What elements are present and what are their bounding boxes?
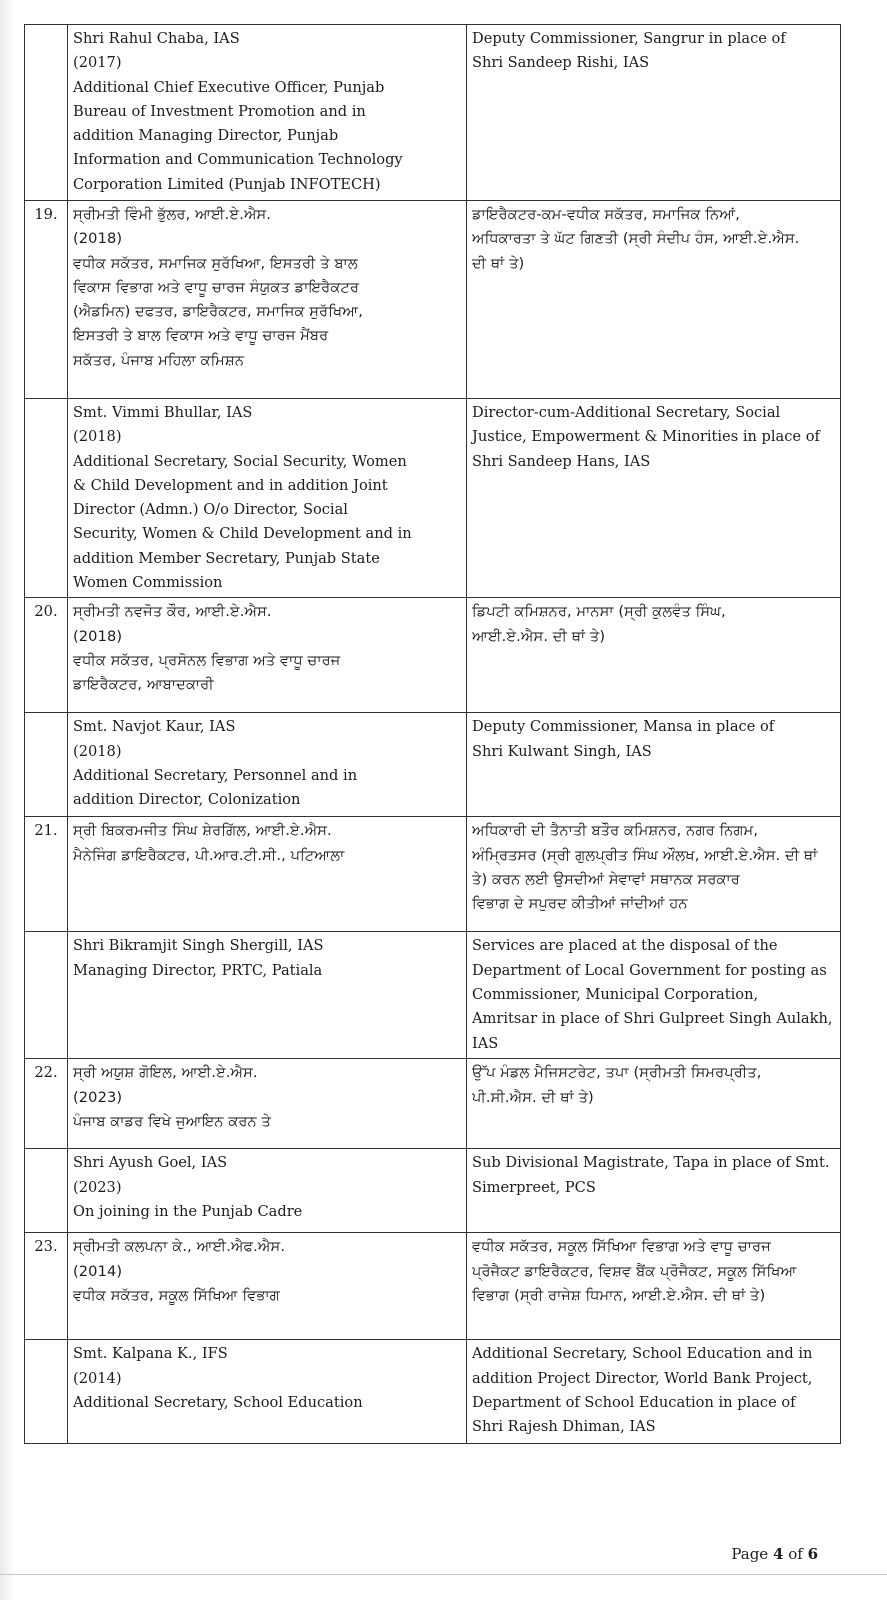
cell-text-line: ਸ੍ਰੀ ਬਿਕਰਮਜੀਤ ਸਿੰਘ ਸ਼ੇਰਗਿੱਲ, ਆਈ.ਏ.ਐਸ. [73,822,332,840]
cell-text-line: ਤੇ) ਕਰਨ ਲਈ ਉਸਦੀਆਂ ਸੇਵਾਵਾਂ ਸਥਾਨਕ ਸਰਕਾਰ [472,870,740,888]
cell-text-line: Smt. Vimmi Bhullar, IAS [73,404,253,421]
cell-text-line: Managing Director, PRTC, Patiala [73,961,323,979]
cell-text-line: ਮੈਨੇਜਿੰਗ ਡਾਇਰੈਕਟਰ, ਪੀ.ਆਰ.ਟੀ.ਸੀ., ਪਟਿਆਲਾ [73,846,345,864]
cell-text-line: Additional Chief Executive Officer, Punjab [73,78,385,96]
cell-text-line: Deputy Commissioner, Mansa in place of [472,718,775,736]
cell-text-line: ਆਈ.ਏ.ਐਸ. ਦੀ ਥਾਂ ਤੇ) [472,627,606,645]
posting-cell [467,201,841,399]
posting-cell [467,399,841,598]
serial-number [25,713,68,817]
cell-text-line: ਅਧਿਕਾਰੀ ਦੀ ਤੈਨਾਤੀ ਬਤੌਰ ਕਮਿਸ਼ਨਰ, ਨਗਰ ਨਿਗਮ, [472,822,759,840]
cell-text-line: ਡਿਪਟੀ ਕਮਿਸ਼ਨਰ, ਮਾਨਸਾ (ਸ੍ਰੀ ਕੁਲਵੰਤ ਸਿੰਘ, [472,603,726,621]
officer-cell [68,1059,467,1149]
posting-cell [467,932,841,1059]
serial-number: 23. [25,1233,68,1340]
officer-cell [68,1340,467,1444]
posting-cell [467,1233,841,1340]
cell-text-line: Services are placed at the disposal of the [472,937,778,955]
cell-text-line: Shri Sandeep Hans, IAS [472,452,651,470]
cell-text-line: ਸ੍ਰੀਮਤੀ ਨਵਜੋਤ ਕੌਰ, ਆਈ.ਏ.ਐਸ. [73,603,272,621]
posting-cell [467,1059,841,1149]
cell-text-line: ਅਧਿਕਾਰਤਾ ਤੇ ਘੱਟ ਗਿਣਤੀ (ਸ੍ਰੀ ਸੰਦੀਪ ਹੰਸ, ਆਈ.ਏ.ਐਸ. [472,230,800,248]
cell-text-line: addition Managing Director, Punjab [73,127,339,145]
cell-text-line: Director (Admn.) O/o Director, Social [73,501,348,519]
page-label: Page [731,1545,769,1563]
cell-text-line: Amritsar in place of Shri Gulpreet Singh Aulakh, [472,1010,833,1028]
cell-text-line: ਸ੍ਰੀਮਤੀ ਕਲਪਨਾ ਕੇ., ਆਈ.ਐਫ.ਐਸ. [73,1238,286,1256]
cell-text-line: ਵਧੀਕ ਸਕੱਤਰ, ਪ੍ਰਸੋਨਲ ਵਿਭਾਗ ਅਤੇ ਵਾਧੂ ਚਾਰਜ [73,651,341,669]
cell-text-line: ਵਿਭਾਗ (ਸ੍ਰੀ ਰਾਜੇਸ਼ ਧਿਮਾਨ, ਆਈ.ਏ.ਐਸ. ਦੀ ਥਾਂ ਤੇ) [472,1286,766,1304]
posting-cell [467,1340,841,1444]
officer-cell [68,201,467,399]
officer-cell [68,1233,467,1340]
cell-text-line: (2018) [73,230,123,248]
cell-text-line: ਵਧੀਕ ਸਕੱਤਰ, ਸਮਾਜਿਕ ਸੁਰੱਖਿਆ, ਇਸਤਰੀ ਤੇ ਬਾਲ [73,254,358,272]
serial-number [25,1149,68,1233]
serial-number [25,25,68,201]
cell-text-line: ਵਿਭਾਗ ਦੇ ਸਪੁਰਦ ਕੀਤੀਆਂ ਜਾਂਦੀਆਂ ਹਨ [472,895,688,913]
scan-bottom-edge [0,1574,887,1575]
cell-text-line: Smt. Navjot Kaur, IAS [73,718,236,736]
table-row [25,1149,841,1233]
cell-text-line: Department of Local Government for posting as [472,961,827,979]
cell-text-line: ਉੱਪ ਮੰਡਲ ਮੈਜਿਸਟਰੇਟ, ਤਪਾ (ਸ੍ਰੀਮਤੀ ਸਿਮਰਪ੍ਰੀਤ, [472,1064,762,1082]
page-of-label: of [788,1545,803,1563]
posting-cell [467,817,841,932]
cell-text-line: Corporation Limited (Punjab INFOTECH) [73,175,381,193]
cell-text-line: ਵਧੀਕ ਸਕੱਤਰ, ਸਕੂਲ ਸਿੱਖਿਆ ਵਿਭਾਗ ਅਤੇ ਵਾਧੂ ਚਾਰਜ [472,1238,771,1256]
posting-cell [467,25,841,201]
cell-text-line: ਪੰਜਾਬ ਕਾਡਰ ਵਿਖੇ ਜੁਆਇਨ ਕਰਨ ਤੇ [73,1112,271,1130]
table-row [25,817,841,932]
posting-cell [467,598,841,713]
cell-text-line: Commissioner, Municipal Corporation, [472,985,759,1003]
table-row [25,25,841,201]
cell-text-line: ਡਾਇਰੈਕਟਰ-ਕਮ-ਵਧੀਕ ਸਕੱਤਰ, ਸਮਾਜਿਕ ਨਿਆਂ, [472,206,740,223]
cell-text-line: addition Member Secretary, Punjab State [73,549,380,567]
cell-text-line: (2018) [73,742,122,760]
cell-text-line: Simerpreet, PCS [472,1178,596,1196]
cell-text-line: & Child Development and in addition Joint [73,476,388,494]
serial-number [25,932,68,1059]
table-body [25,25,841,1444]
cell-text-line: IAS [472,1034,499,1052]
cell-text-line: Shri Bikramjit Singh Shergill, IAS [73,937,324,955]
officer-cell [68,817,467,932]
cell-text-line: (2017) [73,54,122,72]
cell-text-line: Additional Secretary, Social Security, Women [73,452,407,470]
cell-text-line: On joining in the Punjab Cadre [73,1202,303,1220]
cell-text-line: ਸਕੱਤਰ, ਪੰਜਾਬ ਮਹਿਲਾ ਕਮਿਸ਼ਨ [73,351,245,369]
officer-cell [68,932,467,1059]
cell-text-line: ਵਿਕਾਸ ਵਿਭਾਗ ਅਤੇ ਵਾਧੂ ਚਾਰਜ ਸੰਯੁਕਤ ਡਾਇਰੈਕਟਰ [73,278,359,296]
cell-text-line: Additional Secretary, Personnel and in [73,766,358,784]
serial-number: 22. [25,1059,68,1149]
cell-text-line: (ਐਡਮਿਨ) ਦਫਤਰ, ਡਾਇਰੈਕਟਰ, ਸਮਾਜਿਕ ਸੁਰੱਖਿਆ, [73,303,363,321]
serial-number: 21. [25,817,68,932]
page-number [731,1545,818,1563]
cell-text-line: Information and Communication Technology [73,151,403,169]
officer-cell [68,713,467,817]
cell-text-line: Shri Rajesh Dhiman, IAS [472,1418,656,1436]
table-row [25,201,841,399]
cell-text-line: addition Director, Colonization [73,791,301,809]
cell-text-line: Shri Sandeep Rishi, IAS [472,54,650,72]
table-row [25,932,841,1059]
cell-text-line: (2014) [73,1369,122,1387]
cell-text-line: Justice, Empowerment & Minorities in place of [472,428,820,446]
cell-text-line: Bureau of Investment Promotion and in [73,102,366,120]
cell-text-line: (2023) [73,1178,122,1196]
cell-text-line: Women Commission [73,574,223,592]
cell-text-line: Shri Ayush Goel, IAS [73,1154,228,1172]
cell-text-line: ਪੀ.ਸੀ.ਐਸ. ਦੀ ਥਾਂ ਤੇ) [472,1088,594,1106]
cell-text-line: Shri Kulwant Singh, IAS [472,742,652,760]
cell-text-line: (2018) [73,627,123,645]
table-row [25,1340,841,1444]
cell-text-line: Sub Divisional Magistrate, Tapa in place of Smt. [472,1154,830,1172]
table-row [25,598,841,713]
cell-text-line: Director-cum-Additional Secretary, Social [472,404,781,421]
cell-text-line: (2018) [73,428,122,446]
page-current: 4 [772,1545,784,1563]
cell-text-line: Smt. Kalpana K., IFS [73,1345,228,1363]
posting-orders-table [24,24,841,1444]
cell-text-line: Shri Rahul Chaba, IAS [73,30,240,47]
officer-cell [68,1149,467,1233]
cell-text-line: Department of School Education in place of [472,1393,796,1411]
cell-text-line: Deputy Commissioner, Sangrur in place of [472,30,786,47]
posting-cell [467,713,841,817]
cell-text-line: ਪ੍ਰੋਜੈਕਟ ਡਾਇਰੈਕਟਰ, ਵਿਸ਼ਵ ਬੈਂਕ ਪ੍ਰੋਜੈਕਟ, ਸਕੂਲ ਸਿੱਖਿਆ [472,1262,797,1280]
cell-text-line: ਸ੍ਰੀਮਤੀ ਵਿੰਮੀ ਭੁੱਲਰ, ਆਈ.ਏ.ਐਸ. [73,206,272,223]
table-row [25,399,841,598]
page-total: 6 [807,1545,818,1563]
cell-text-line: Additional Secretary, School Education and in [472,1345,813,1363]
cell-text-line: ਇਸਤਰੀ ਤੇ ਬਾਲ ਵਿਕਾਸ ਅਤੇ ਵਾਧੂ ਚਾਰਜ ਮੈਂਬਰ [73,327,329,345]
cell-text-line: ਅੰਮ੍ਰਿਤਸਰ (ਸ੍ਰੀ ਗੁਲਪ੍ਰੀਤ ਸਿੰਘ ਔਲਖ, ਆਈ.ਏ.ਐਸ. ਦੀ ਥਾਂ [472,846,818,864]
table-row [25,1059,841,1149]
serial-number: 20. [25,598,68,713]
table-row [25,1233,841,1340]
cell-text-line: ਸ੍ਰੀ ਅਯੁਸ਼ ਗੋਇਲ, ਆਈ.ਏ.ਐਸ. [73,1064,258,1082]
serial-number [25,1340,68,1444]
officer-cell [68,399,467,598]
cell-text-line: (2023) [73,1088,123,1106]
table-row [25,713,841,817]
serial-number [25,399,68,598]
page-edge-shadow [0,0,14,1600]
cell-text-line: Additional Secretary, School Education [73,1393,363,1411]
cell-text-line: addition Project Director, World Bank Project, [472,1369,813,1387]
cell-text-line: Security, Women & Child Development and in [73,525,412,543]
cell-text-line: ਡਾਇਰੈਕਟਰ, ਆਬਾਦਕਾਰੀ [73,676,214,694]
posting-cell [467,1149,841,1233]
officer-cell [68,598,467,713]
cell-text-line: (2014) [73,1262,123,1280]
cell-text-line: ਦੀ ਥਾਂ ਤੇ) [472,254,525,272]
serial-number: 19. [25,201,68,399]
cell-text-line: ਵਧੀਕ ਸਕੱਤਰ, ਸਕੂਲ ਸਿੱਖਿਆ ਵਿਭਾਗ [73,1286,280,1304]
officer-cell [68,25,467,201]
